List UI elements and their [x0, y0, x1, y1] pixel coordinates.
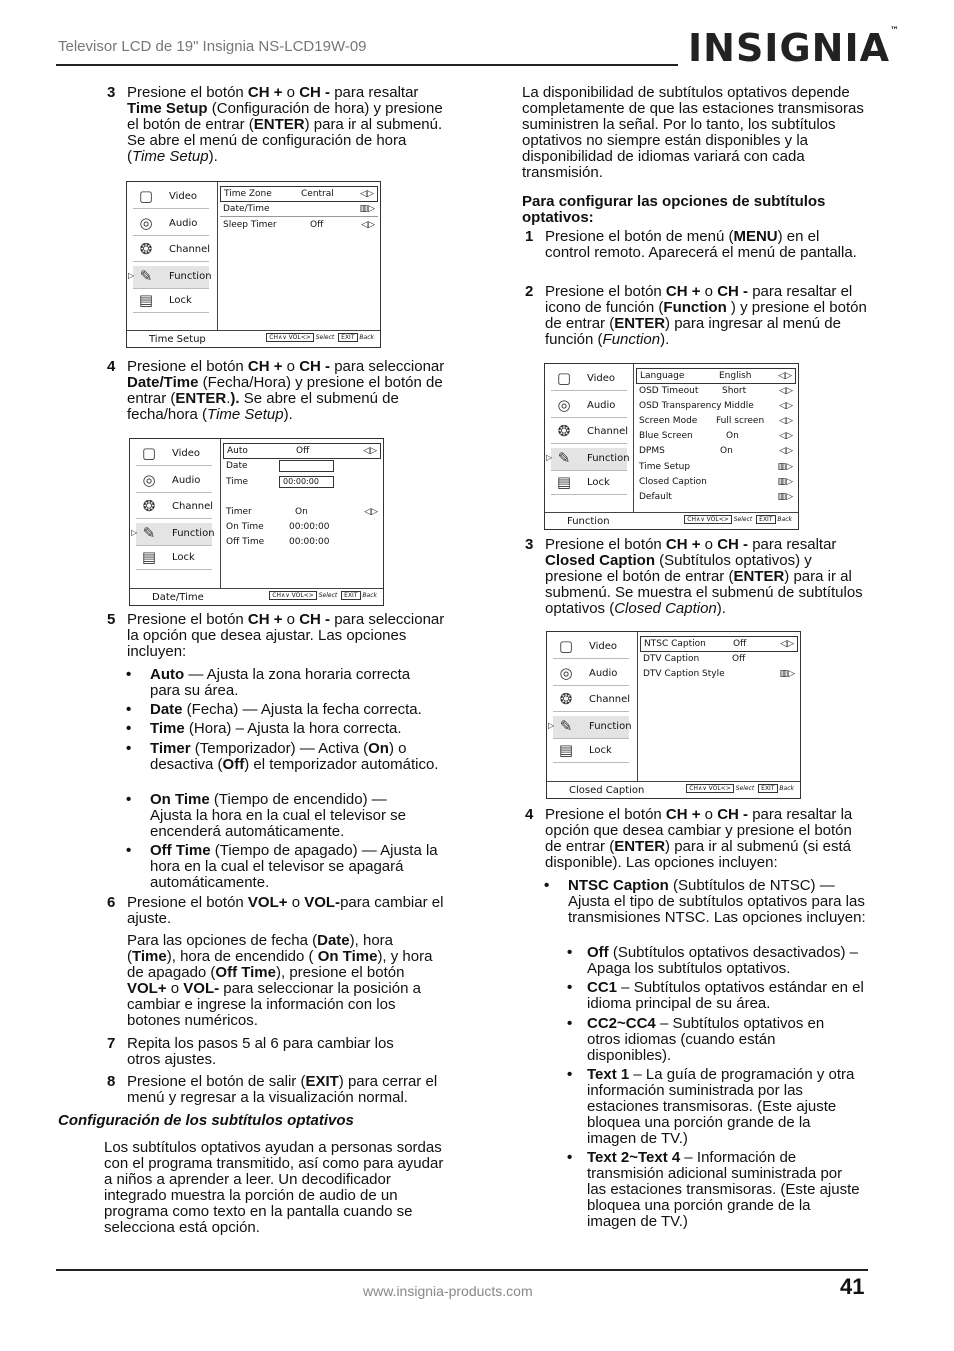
triangle-icon: ▷: [128, 271, 135, 280]
key-exit: EXIT: [341, 591, 360, 600]
tv-icon: ▢: [138, 187, 154, 205]
osd-row-value: 00:00:00: [289, 537, 330, 547]
channel-icon: ❂: [142, 497, 156, 515]
step-number: 1: [525, 228, 534, 245]
key-exit: EXIT: [758, 784, 777, 793]
osd-key-hints: [684, 784, 794, 793]
osd-menu-column: [127, 182, 218, 331]
function-icon: ✎: [559, 717, 573, 735]
osd-title: Function: [567, 516, 610, 527]
step-text: Presione el botón CH + o CH - para seleccionar Date/Time (Fecha/Hora) y presione el botón de entrar (ENTER.). Se abre el submenú de fecha/hora (Time Setup).: [127, 358, 445, 423]
osd-row-value: Middle: [724, 401, 754, 411]
osd-row-key: Closed Caption: [639, 477, 707, 487]
sub-bullet-text: CC2~CC4 – Subtítulos optativos en otros idiomas (cuando están disponibles).: [587, 1015, 825, 1064]
right-intro: La disponibilidad de subtítulos optativos depende completamente de que las estaciones transmisoras suministren la señal. Por lo tanto, los subtítulos optativos no siempre están disponibles y la disponibilidad de idiomas variará con cada transmisión.: [522, 84, 864, 181]
osd-item-video: [553, 636, 629, 659]
section-title: Configuración de los subtítulos optativos: [58, 1112, 354, 1129]
osd-item-label: Function: [172, 528, 215, 539]
osd-key-hints: [267, 591, 377, 600]
key-select-label: Select: [733, 516, 753, 523]
key-ch: CH∧∨ VOL<>: [684, 515, 732, 524]
osd-date-time: [129, 438, 384, 606]
osd-row-key: Timer: [226, 507, 252, 517]
osd-item-label: Audio: [587, 400, 616, 411]
osd-row: [640, 667, 798, 681]
sub-bullet-text: Text 2~Text 4 – Información de transmisión adicional suministrada por las estaciones transmisoras. (Este ajuste bloquea una porción grande de la imagen de TV.): [587, 1149, 860, 1230]
bullet-text: NTSC Caption (Subtítulos de NTSC) — Ajusta el tipo de subtítulos optativos para las transmisiones NTSC. Las opciones incluyen:: [568, 877, 866, 926]
time-field[interactable]: 00:00:00: [279, 476, 334, 488]
speaker-icon: ◎: [142, 471, 156, 489]
osd-row: [223, 459, 381, 473]
osd-row: [223, 520, 381, 534]
arrows-icon: ◁▷: [779, 416, 793, 426]
step-number: 6: [107, 894, 116, 911]
osd-row-key: Time: [226, 477, 249, 487]
key-select-label: Select: [315, 334, 335, 341]
osd-row-value: Off: [296, 446, 310, 456]
osd-item-lock: [136, 547, 212, 570]
osd-row-key: DPMS: [639, 446, 665, 456]
step-6-paragraph: Para las opciones de fecha (Date), hora (Time), hora de encendido ( On Time), y hora de apagado (Off Time), presione el botón VOL+ o VOL- para seleccionar la posición a cambiar e ingrese la información con los botones numéricos.: [127, 932, 433, 1029]
osd-title: Time Setup: [149, 334, 206, 345]
osd-item-video: [136, 443, 212, 466]
osd-item-function: [131, 523, 215, 546]
osd-row-value: English: [719, 371, 752, 381]
step-text: Presione el botón CH + o CH - para resaltar la opción que desea cambiar y presione el botón de entrar (ENTER) para ir al submenú (si está disponible). Las opciones incluyen:: [545, 806, 853, 871]
osd-row-key: DTV Caption Style: [643, 669, 725, 679]
osd-row-key: Date/Time: [223, 204, 270, 214]
osd-row: [223, 535, 381, 549]
osd-row-value: On: [295, 507, 308, 517]
triangle-icon: ▷: [131, 528, 138, 537]
step-number: 3: [107, 84, 116, 101]
osd-row: [640, 636, 798, 652]
sub-bullet-text: Off (Subtítulos optativos desactivados) – Apaga los subtítulos optativos.: [587, 944, 858, 977]
arrows-icon: ◁▷: [361, 220, 375, 230]
osd-item-label: Audio: [169, 218, 198, 229]
key-ch: CH∧∨ VOL<>: [269, 591, 317, 600]
osd-row-value: On: [720, 446, 733, 456]
key-back-label: Back: [777, 516, 792, 523]
key-select-label: Select: [318, 592, 338, 599]
osd-item-label: Lock: [587, 477, 610, 488]
step-number: 7: [107, 1035, 116, 1052]
tv-icon: ▢: [141, 444, 157, 462]
function-icon: ✎: [557, 449, 571, 467]
osd-row: [636, 384, 796, 398]
header-rule: [56, 64, 678, 66]
speaker-icon: ◎: [559, 664, 573, 682]
osd-function: [544, 363, 799, 530]
osd-row-key: Off Time: [226, 537, 265, 547]
osd-item-label: Function: [587, 453, 630, 464]
osd-row: [220, 218, 378, 232]
osd-key-hints: [682, 515, 792, 524]
osd-title: Closed Caption: [569, 785, 645, 796]
osd-row: [223, 475, 381, 489]
key-exit: EXIT: [756, 515, 775, 524]
arrows-icon: ◁▷: [779, 431, 793, 441]
osd-item-label: Lock: [589, 745, 612, 756]
osd-row-value: Off: [733, 639, 747, 649]
osd-item-video: [551, 368, 627, 391]
submenu-icon: ▥▷: [777, 492, 793, 502]
logo-text: INSIGNIA: [688, 26, 890, 70]
speaker-icon: ◎: [557, 396, 571, 414]
step-text: Repita los pasos 5 al 6 para cambiar los otros ajustes.: [127, 1035, 394, 1068]
osd-item-label: Audio: [589, 668, 618, 679]
osd-item-label: Function: [589, 721, 632, 732]
arrows-icon: ◁▷: [363, 446, 377, 456]
osd-row: [636, 429, 796, 443]
function-icon: ✎: [139, 267, 153, 285]
osd-item-label: Lock: [172, 552, 195, 563]
osd-row-value: Off: [310, 220, 324, 230]
osd-item-channel: [133, 239, 209, 262]
lock-icon: ▤: [141, 548, 157, 566]
osd-row-key: Screen Mode: [639, 416, 698, 426]
osd-row-key: Date: [226, 461, 248, 471]
lock-icon: ▤: [556, 473, 572, 491]
osd-row-key: Default: [639, 492, 672, 502]
logo-tm: ™: [890, 26, 900, 36]
step-number: 4: [525, 806, 534, 823]
arrows-icon: ◁▷: [779, 446, 793, 456]
step-text: Presione el botón CH + o CH - para seleccionar la opción que desea ajustar. Las opciones incluyen:: [127, 611, 445, 660]
osd-row: [636, 460, 796, 474]
osd-item-label: Channel: [589, 694, 631, 705]
osd-menu-column: [547, 632, 638, 782]
osd-row: [220, 202, 378, 217]
bullet-text: On Time (Tiempo de encendido) — Ajusta la hora en la cual el televisor se encenderá automáticamente.: [150, 791, 406, 840]
triangle-icon: ▷: [548, 721, 555, 730]
osd-menu-column: [130, 439, 221, 589]
osd-row: [636, 490, 796, 504]
osd-item-audio: [133, 213, 209, 236]
header-title: Televisor LCD de 19" Insignia NS-LCD19W-09: [58, 38, 367, 55]
osd-row-key: Blue Screen: [639, 431, 693, 441]
osd-item-label: Function: [169, 271, 212, 282]
key-exit: EXIT: [338, 333, 357, 342]
channel-icon: ❂: [139, 240, 153, 258]
step-text: Presione el botón CH + o CH - para resaltar el icono de función (Function ) y presione el botón de entrar (ENTER) para ingresar al menú de función (Function).: [545, 283, 867, 348]
bullet-text: Time (Hora) – Ajusta la hora correcta.: [150, 720, 402, 737]
step-number: 5: [107, 611, 116, 628]
osd-row: [640, 652, 798, 666]
key-back-label: Back: [362, 592, 377, 599]
osd-footer: [545, 512, 798, 529]
osd-time-setup: [126, 181, 381, 348]
footer-url: www.insignia-products.com: [363, 1283, 533, 1299]
tv-icon: ▢: [556, 369, 572, 387]
channel-icon: ❂: [557, 422, 571, 440]
osd-item-label: Video: [169, 191, 198, 202]
tv-icon: ▢: [558, 637, 574, 655]
sub-bullet-text: Text 1 – La guía de programación y otra información suministrada por las estaciones transmisoras. (Este ajuste bloquea una porción grande de la imagen de TV.): [587, 1066, 855, 1147]
osd-row-key: Auto: [227, 446, 248, 456]
osd-row-key: Language: [640, 371, 685, 381]
osd-item-channel: [551, 421, 627, 444]
arrows-icon: ◁▷: [779, 401, 793, 411]
step-text: Presione el botón de salir (EXIT) para cerrar el menú y regresar a la visualización normal.: [127, 1073, 438, 1106]
date-field[interactable]: [279, 460, 334, 472]
arrows-icon: ◁▷: [779, 386, 793, 396]
sub-bullet-text: CC1 – Subtítulos optativos estándar en el idioma principal de su área.: [587, 979, 864, 1012]
osd-item-audio: [136, 470, 212, 493]
step-text: Presione el botón VOL+ o VOL-para cambiar el ajuste.: [127, 894, 444, 927]
triangle-icon: ▷: [546, 453, 553, 462]
osd-footer: [127, 330, 380, 347]
osd-row-key: Sleep Timer: [223, 220, 277, 230]
step-text: Presione el botón de menú (MENU) en el control remoto. Aparecerá el menú de pantalla.: [545, 228, 857, 261]
speaker-icon: ◎: [139, 214, 153, 232]
key-back-label: Back: [779, 785, 794, 792]
section-paragraph: Los subtítulos optativos ayudan a personas sordas con el programa transmitido, así como para ayudar a niños a aprender a leer. Un decodificador integrado muestra la porción de audio de un programa como texto en la pantalla cuando se selecciona está opción.: [104, 1139, 444, 1236]
osd-key-hints: [264, 333, 374, 342]
key-select-label: Select: [735, 785, 755, 792]
arrows-icon: ◁▷: [364, 507, 378, 517]
osd-item-label: Audio: [172, 475, 201, 486]
osd-item-function: [128, 266, 212, 289]
osd-row-key: DTV Caption: [643, 654, 700, 664]
osd-item-lock: [551, 472, 627, 495]
bullet-text: Auto — Ajusta la zona horaria correcta para su área.: [150, 666, 411, 699]
insignia-logo: [688, 26, 900, 70]
lock-icon: ▤: [558, 741, 574, 759]
osd-row-key: OSD Transparency: [639, 401, 722, 411]
step-text: Presione el botón CH + o CH - para resaltar Closed Caption (Subtítulos optativos) y presione el botón de entrar (ENTER) para ir al submenú. Se muestra el submenú de subtítulos optativos (Closed Caption).: [545, 536, 863, 617]
osd-row: [636, 414, 796, 428]
osd-row: [636, 475, 796, 489]
osd-closed-caption: [546, 631, 801, 799]
bullet-text: Date (Fecha) — Ajusta la fecha correcta.: [150, 701, 422, 718]
osd-row: [636, 368, 796, 384]
osd-item-channel: [553, 689, 629, 712]
function-icon: ✎: [142, 524, 156, 542]
footer-rule: [56, 1269, 868, 1271]
osd-row-key: Time Setup: [639, 462, 691, 472]
osd-item-label: Lock: [169, 295, 192, 306]
osd-row-key: Time Zone: [224, 189, 272, 199]
arrows-icon: ◁▷: [778, 371, 792, 381]
osd-row: [220, 186, 378, 202]
submenu-icon: ▥▷: [779, 669, 795, 679]
bullet-text: Timer (Temporizador) — Activa (On) o desactiva (Off) el temporizador automático.: [150, 740, 439, 773]
osd-row: [223, 505, 381, 519]
osd-item-video: [133, 186, 209, 209]
osd-footer: [130, 588, 383, 605]
submenu-icon: ▥▷: [777, 462, 793, 472]
osd-row: [636, 444, 796, 458]
right-heading: Para configurar las opciones de subtítulos optativos:: [522, 193, 826, 226]
page-number: 41: [840, 1274, 865, 1299]
osd-item-lock: [553, 740, 629, 763]
osd-row-value: 00:00:00: [289, 522, 330, 532]
osd-item-label: Video: [172, 448, 201, 459]
osd-item-function: [546, 448, 630, 471]
osd-row-value: Short: [722, 386, 747, 396]
osd-row-value: On: [726, 431, 739, 441]
osd-item-audio: [553, 663, 629, 686]
arrows-icon: ◁▷: [360, 189, 374, 199]
osd-row-value: Full screen: [716, 416, 765, 426]
lock-icon: ▤: [138, 291, 154, 309]
key-back-label: Back: [359, 334, 374, 341]
osd-item-channel: [136, 496, 212, 519]
osd-item-lock: [133, 290, 209, 313]
bullet-text: Off Time (Tiempo de apagado) — Ajusta la hora en la cual el televisor se apagará automáticamente.: [150, 842, 438, 891]
step-text: Presione el botón CH + o CH - para resaltar Time Setup (Configuración de hora) y presione el botón de entrar (ENTER) para ir al submenú. Se abre el menú de configuración de hora (Time Setup).: [127, 84, 443, 165]
osd-row-key: NTSC Caption: [644, 639, 706, 649]
osd-row-key: On Time: [226, 522, 264, 532]
osd-item-label: Video: [589, 641, 618, 652]
submenu-icon: ▥▷: [359, 204, 375, 214]
arrows-icon: ◁▷: [780, 639, 794, 649]
osd-item-label: Channel: [172, 501, 214, 512]
key-ch: CH∧∨ VOL<>: [266, 333, 314, 342]
osd-footer: [547, 781, 800, 798]
osd-item-label: Channel: [587, 426, 629, 437]
step-number: 8: [107, 1073, 116, 1090]
osd-item-label: Video: [587, 373, 616, 384]
osd-item-function: [548, 716, 632, 739]
osd-item-audio: [551, 395, 627, 418]
osd-row-key: OSD Timeout: [639, 386, 699, 396]
key-ch: CH∧∨ VOL<>: [686, 784, 734, 793]
osd-menu-column: [545, 364, 634, 513]
submenu-icon: ▥▷: [777, 477, 793, 487]
osd-row-value: Central: [301, 189, 334, 199]
osd-row: [636, 399, 796, 413]
step-number: 3: [525, 536, 534, 553]
osd-title: Date/Time: [152, 592, 204, 603]
osd-row: [223, 443, 381, 459]
osd-row-value: Off: [732, 654, 746, 664]
osd-item-label: Channel: [169, 244, 211, 255]
step-number: 4: [107, 358, 116, 375]
step-number: 2: [525, 283, 534, 300]
channel-icon: ❂: [559, 690, 573, 708]
